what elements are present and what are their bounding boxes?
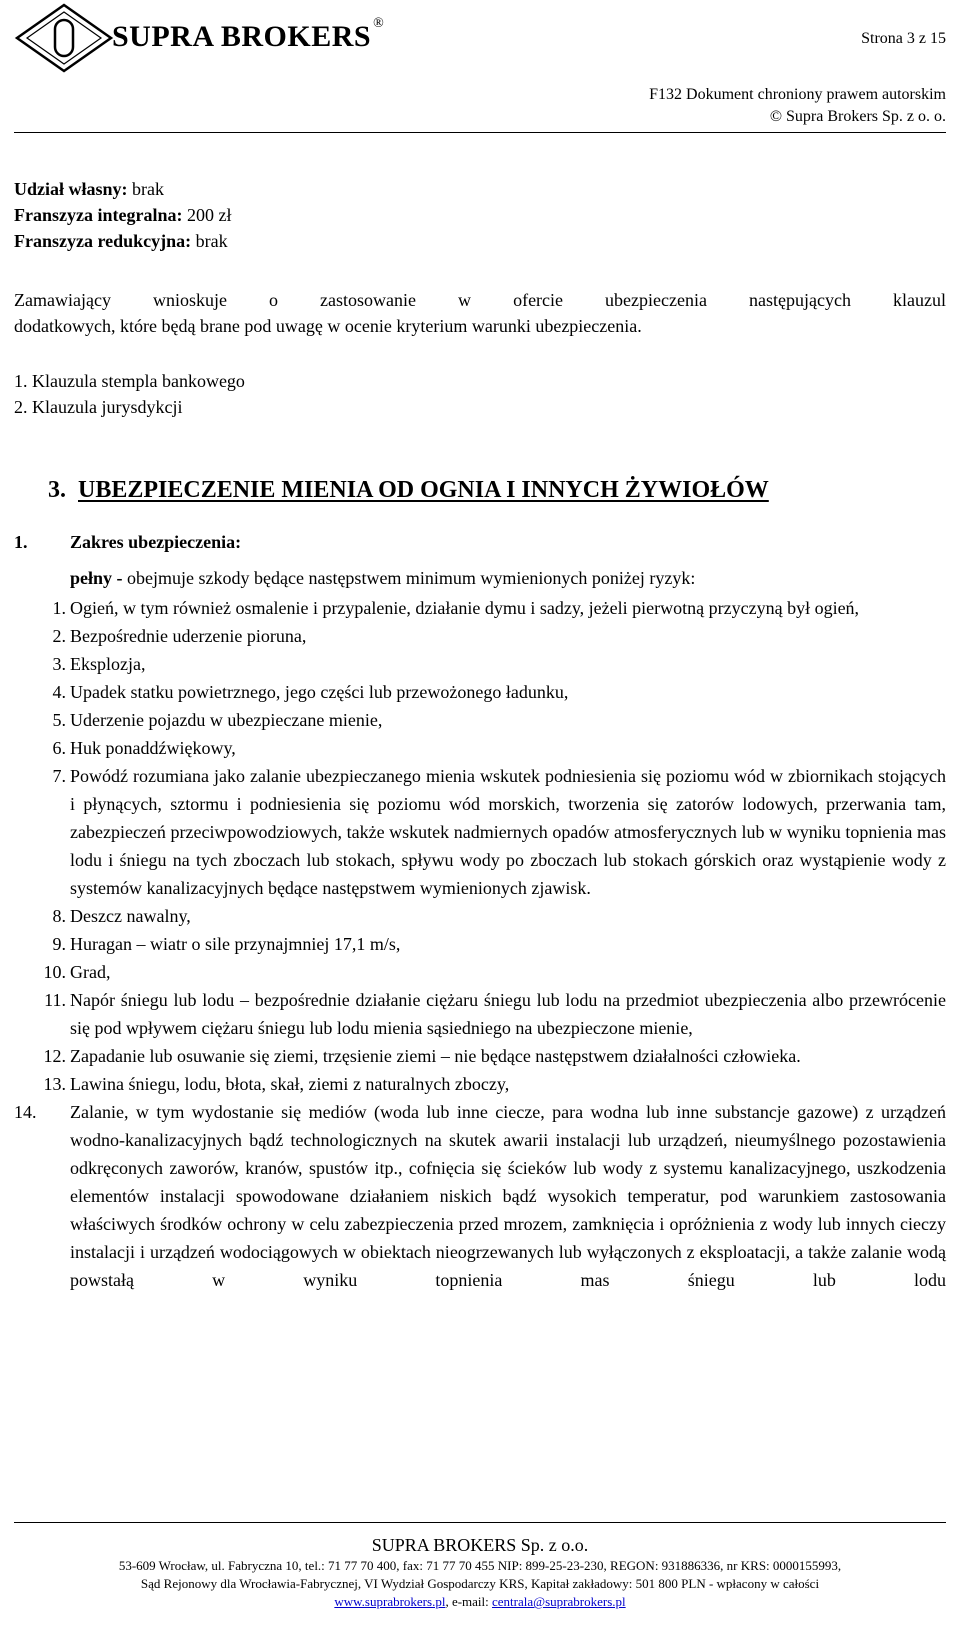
- brand-name: SUPRA BROKERS ®: [112, 16, 385, 53]
- footer-address: 53-609 Wrocław, ul. Fabryczna 10, tel.: 71 77 70 400, fax: 71 77 70 455 NIP: 899-25-23-230, REGON: 931886336, nr KRS: 0000155993,: [118, 1558, 842, 1573]
- risk-item: 13. Lawina śniegu, lodu, błota, skał, ziemi z naturalnych zboczy,: [43, 1074, 510, 1094]
- risk-item: 1. Ogień, w tym również osmalenie i przypalenie, działanie dymu i sadzy, jeżeli pierwotną przyczyną był ogień,: [52, 598, 860, 618]
- risk-item: 7. Powódź rozumiana jako zalanie ubezpieczanego mienia wskutek podniesienia się poziomu wód w zbiornikach stojących i płynących, sztormu i podniesienia się poziomu wód morskich, tworzenia się zatorów lodowych, przerwania tam, zabezpieczeń przeciwpowodziowych, także wskutek nadmiernych opadów atmosferycznych lub w wyniku topnienia mas lodu i śniegu na tych zboczach lub stokach, spływu wody po zboczach lub stokach górskich oraz wystąpienie wody z systemów kanalizacyjnych będące następstwem wymienionych zjawisk.: [52, 766, 946, 898]
- clause-item: 1. Klauzula stempla bankowego: [14, 371, 245, 391]
- risk-item: 8. Deszcz nawalny,: [52, 906, 191, 926]
- risk-item: 14. Zalanie, w tym wydostanie się mediów (woda lub inne ciecze, para wodna lub inne substancje gazowe) z urządzeń wodno-kanalizacyjnych bądź technologicznych na skutek awarii instalacji lub urządzeń, nieumyślnego pozostawienia odkręconych zaworów, kranów, spustów itp., cofnięcia się ścieków lub wody z systemu kanalizacyjnego, uszkodzenia elementów instalacji spowodowane działaniem niskich bądź wysokich temperatur, pod warunkiem zastosowania właściwych środków ochrony w celu zabezpieczenia przed mrozem, zamknięcia i opróżnienia z wody lub innych cieczy instalacji i urządzeń wodociągowych w obiektach nieogrzewanych lub wyłączonych z eksploatacji, a także zalanie wodą powstałą w wyniku topnienia mas śniegu lub lodu: [14, 1102, 946, 1290]
- risk-item: 9. Huragan – wiatr o sile przynajmniej 17,1 m/s,: [52, 934, 401, 954]
- own-share-row: Udział własny: brak: [14, 179, 164, 199]
- risk-item: 12. Zapadanie lub osuwanie się ziemi, trzęsienie ziemi – nie będące następstwem działalności człowieka.: [43, 1046, 801, 1066]
- reduction-franchise-row: Franszyza redukcyjna: brak: [14, 231, 228, 251]
- header-divider: [14, 132, 946, 133]
- clause-item: 2. Klauzula jurysdykcji: [14, 397, 183, 417]
- risk-item: 6. Huk ponaddźwiękowy,: [52, 738, 236, 758]
- clauses-intro-line-1: Zamawiający wnioskuje o zastosowanie w ofercie ubezpieczenia następujących klauzul: [14, 290, 946, 310]
- page-footer: [0, 1533, 960, 1611]
- risk-item: 2. Bezpośrednie uderzenie pioruna,: [52, 626, 307, 646]
- page-number: Strona 3 z 15: [861, 30, 946, 47]
- copyright-line-1: F132 Dokument chroniony prawem autorskim: [649, 86, 946, 103]
- email-link[interactable]: centrala@suprabrokers.pl: [492, 1594, 626, 1609]
- footer-divider: [14, 1522, 946, 1523]
- deductible-terms: [14, 176, 946, 254]
- integral-franchise-row: Franszyza integralna: 200 zł: [14, 205, 232, 225]
- risk-item: 5. Uderzenie pojazdu w ubezpieczane mienie,: [52, 710, 383, 730]
- risk-item: 3. Eksplozja,: [52, 654, 146, 674]
- footer-contact: www.suprabrokers.pl, e-mail: centrala@suprabrokers.pl: [334, 1594, 626, 1609]
- clauses-intro-line-2: dodatkowych, które będą brane pod uwagę w ocenie kryterium warunki ubezpieczenia.: [14, 316, 642, 336]
- footer-company: SUPRA BROKERS Sp. z o.o.: [371, 1535, 589, 1555]
- copyright-line-2: © Supra Brokers Sp. z o. o.: [769, 108, 946, 125]
- risk-item: 11. Napór śniegu lub lodu – bezpośrednie działanie ciężaru śniegu lub lodu na przedmiot ubezpieczenia albo przewrócenie się pod wpływem ciężaru śniegu lub lodu mienia sąsiedniego na ubezpieczone mienie,: [44, 990, 946, 1038]
- risk-item: 10. Grad,: [43, 962, 111, 982]
- scope-description: pełny - obejmuje szkody będące następstwem minimum wymienionych poniżej ryzyk:: [70, 568, 696, 588]
- section-heading: 3. UBEZPIECZENIE MIENIA OD OGNIA I INNYCH ŻYWIOŁÓW: [48, 477, 769, 503]
- clauses-list: [14, 368, 946, 420]
- company-logo: [14, 2, 114, 74]
- copyright-note: [649, 84, 946, 128]
- website-link[interactable]: www.suprabrokers.pl: [334, 1594, 446, 1609]
- risks-list: [14, 594, 946, 1294]
- risk-item: 4. Upadek statku powietrznego, jego części lub przewożonego ładunku,: [52, 682, 569, 702]
- scope-heading: 1. Zakres ubezpieczenia:: [14, 532, 242, 552]
- footer-court: Sąd Rejonowy dla Wrocławia-Fabrycznej, VI Wydział Gospodarczy KRS, Kapitał zakładowy: 501 800 PLN - wpłacony w całości: [140, 1576, 820, 1591]
- clauses-intro: [14, 287, 946, 339]
